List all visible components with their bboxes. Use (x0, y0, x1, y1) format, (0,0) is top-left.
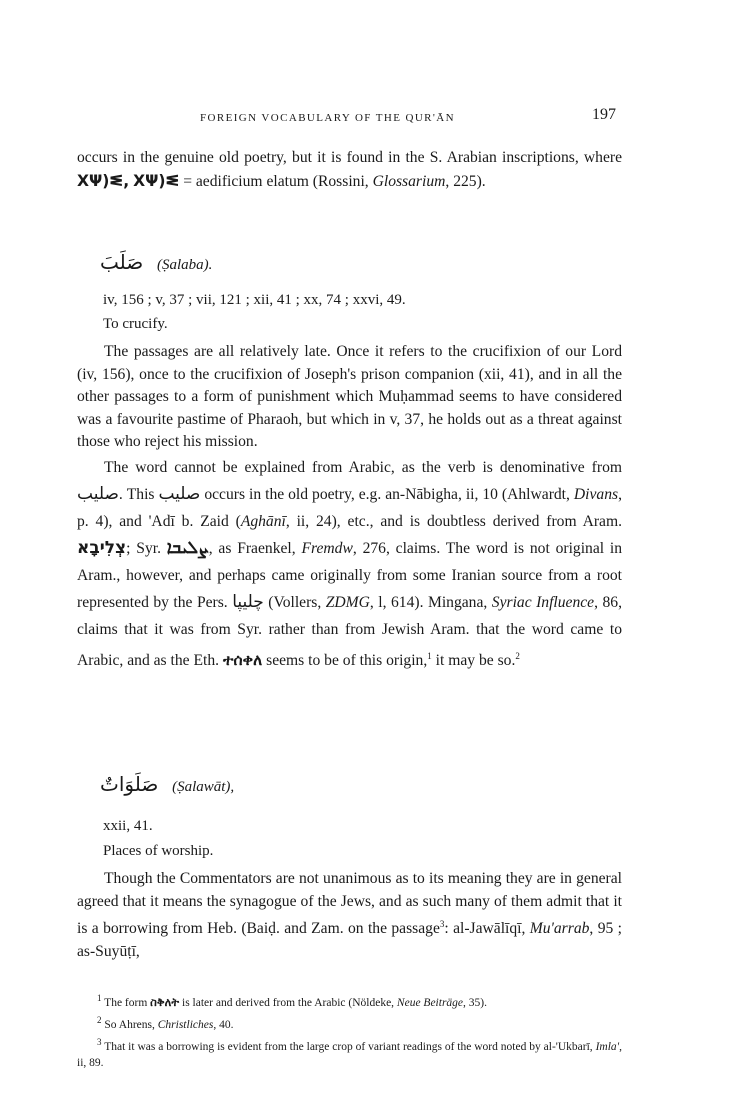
ethiopic-word: ስቅለት (150, 994, 180, 1009)
running-title: FOREIGN VOCABULARY OF THE QUR'ĀN (200, 112, 455, 124)
hebrew-word: צְלִיבָא (77, 537, 127, 558)
page-number: 197 (592, 106, 616, 123)
entry2-body (77, 868, 622, 963)
entry1-body (77, 341, 622, 674)
footnote-2: $^2$ So Ahrens, Christliches, 40. (97, 1014, 234, 1031)
sabaean-word-1: ΧΨ)ᓬ, (77, 171, 130, 190)
syriac-word: ܨܠܝܒܐ (166, 537, 209, 558)
entry-headword-salawat (100, 772, 234, 796)
persian-word: چليپا (232, 591, 264, 612)
quran-references: iv, 156 ; v, 37 ; vii, 121 ; xii, 41 ; xx, 74 ; xxvi, 49. (103, 292, 406, 308)
meaning: Places of worship. (103, 843, 214, 859)
sabaean-word-2: ΧΨ)ᓬ (133, 171, 180, 190)
footnote-3: $^3$ That it was a borrowing is evident from the large crop of variant readings of the word noted by al-'Ukbarī, Imla', ii, 89. (77, 1036, 622, 1070)
entry1-paragraph-1: The passages are all relatively late. Once it refers to the crucifixion of our Lord (iv, 156), once to the crucifixion of Joseph's prison companion (xii, 41), and in all the other passages to a form of punishment which Muḥammad seems to have considered was a favourite pastime of Pharaoh, but which in v, 37, he holds out as a threat against those who reject his mission. (77, 343, 622, 450)
footnote-1: $^1$ The form ስቅለት is later and derived from the Arabic (Nöldeke, Neue Beiträge, 35). (97, 993, 487, 1009)
arabic-salib: صليب (158, 483, 201, 504)
transliteration: (Ṣalawāt), (172, 779, 235, 795)
arabic-headword: صَلَبَ (100, 250, 144, 274)
entry2-paragraph-1: Though the Commentators are not unanimous as to its meaning they are in general agreed that it means the synagogue of the Jews, and as such many of them admit that it is a borrowing from Heb. (Baiḍ. and Zam. on the passage$^3$: al-Jawālīqī, Mu'arrab, 95 ; as-Suyūṭī, (77, 870, 622, 960)
meaning: To crucify. (103, 316, 168, 332)
arabic-salib: صليب (77, 483, 119, 504)
arabic-headword: صَلَوَاتٌ (100, 772, 159, 796)
transliteration: (Ṣalaba). (157, 257, 213, 273)
footnote-ref-3: 3 (439, 919, 445, 929)
intro-paragraph: occurs in the genuine old poetry, but it is found in the S. Arabian inscriptions, where ΧΨ)ᓬ, ΧΨ)ᓬ = aedificium elatum (Rossini, Glossarium, 225). (77, 149, 622, 190)
footnote-ref-2: 2 (515, 650, 520, 661)
footnote-ref-1: 1 (427, 650, 432, 661)
entry-headword-salaba (100, 250, 212, 274)
quran-references: xxii, 41. (103, 818, 153, 834)
entry1-paragraph-2: The word cannot be explained from Arabic, as the verb is denominative from صليب. This صليب occurs in the old poetry, e.g. an-Nābigha, ii, 10 (Ahlwardt, Divans, p. 4), and 'Adī b. Zaid (Aghānī, ii, 24), etc., and is doubtless derived from Aram. צְלִיבָא; Syr. ܨܠܝܒܐ, as Fraenkel, Fremdw, 276, claims. The word is not original in Aram., however, and perhaps came originally from some Iranian source from a root represented by the Pers. چليپا (Vollers, ZDMG, l, 614). Mingana, Syriac Influence, 86, claims that it was from Syr. rather than from Jewish Aram. that the word came to Arabic, and as the Eth. ተሰቀለ seems to be of this origin,$^1$ it may be so.$^2$ (77, 458, 623, 669)
ethiopic-word: ተሰቀለ (222, 650, 263, 669)
footnotes (77, 990, 622, 1072)
